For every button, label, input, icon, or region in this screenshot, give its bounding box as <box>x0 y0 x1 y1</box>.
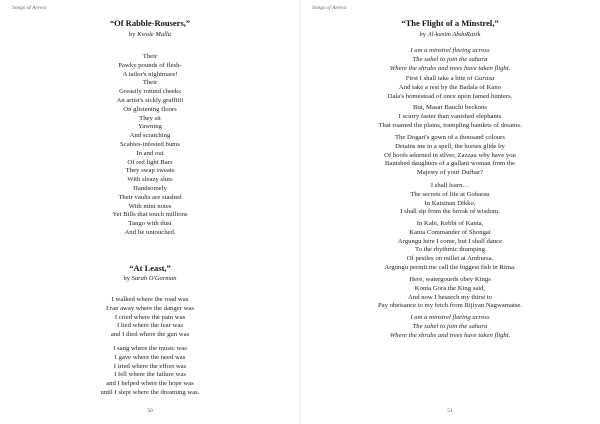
poem-line <box>300 84 600 93</box>
poem-line: and I helped where the hope was <box>106 380 194 388</box>
poem-line: Yet Bills that touch millions <box>112 211 188 219</box>
poem-line: Yawning <box>138 123 162 131</box>
poem-line: I tried where the effort was <box>113 362 187 370</box>
poem-line: They sit <box>139 114 161 122</box>
poem-line: On glistening floors <box>123 105 177 113</box>
poem-line: and I died where the gun was <box>110 331 190 339</box>
page-number: 51 <box>447 408 453 414</box>
poem-line: I fell where the failure was <box>114 371 186 379</box>
poem-stanza <box>300 276 600 311</box>
poem-title: “At Least,” <box>129 263 171 273</box>
poem-line: Kanta Commander of Shongai <box>409 228 491 236</box>
poem-line: I cried where the pain was <box>114 313 186 321</box>
poem-line: But, Masar Bauchi beckons <box>413 104 487 111</box>
poem-line: Of hoofs adorned in silver, Zazzau why have you <box>384 151 516 159</box>
poem-stanza <box>300 104 600 130</box>
poem-line: I lied where the fear was <box>117 322 183 330</box>
poem-line: The sahel to join the sahara <box>412 322 488 330</box>
poem-line: Detains me in a spell, the horses glide by <box>395 142 505 150</box>
poem-author: Sarah O'Gorman <box>131 275 177 282</box>
poem-line: Where the shrubs and trees have taken flight. <box>389 331 511 339</box>
poem-line: Pay obeisance to my fetch from Rijiyan Nagwamatse. <box>377 302 523 310</box>
poem-line: I scurry faster than vanished elephants <box>398 112 502 120</box>
poem-stanza <box>300 134 600 178</box>
poem-line-text: First I shall take a bite of <box>405 75 475 82</box>
poem-line: And scratching <box>129 132 171 140</box>
poem-line-text: And take a rest by the Badala of Kano <box>398 83 502 91</box>
poem-line: The Dogari's gown of a thousand colours <box>394 134 506 141</box>
poem-line: I gave where the need was <box>114 353 186 361</box>
poem-line: In and out <box>136 149 164 157</box>
poem-line: That roamed the plains, trampling hamlets of dreams. <box>378 121 522 129</box>
poem-line: I ran away where the danger was <box>105 304 194 312</box>
poem-line: In Katsinan Dikko, <box>424 199 476 207</box>
poem-line: Of red light Bars <box>127 158 173 166</box>
poem-byline <box>0 275 300 282</box>
poem-line: Of pestles on millet at Ambursa. <box>406 255 494 263</box>
poem-line: To the rhythmic thumping <box>415 246 485 254</box>
poem-line-text: Dala's homestead of once upon famed hunters. <box>387 92 513 100</box>
poem-line: Konta Gora the King said, <box>414 284 486 292</box>
poem-line: In Kabi, Kebbi of Kanta, <box>416 220 484 227</box>
poem-stanza <box>300 75 600 101</box>
poem-line: Their vaults are stashed <box>118 193 182 201</box>
poem-line <box>300 75 600 84</box>
poem-stanza <box>0 296 300 340</box>
running-head: Songs of Arewa <box>12 5 47 11</box>
poem-line: I shall learn… <box>430 182 470 189</box>
poem-line: Argungu here I come, but I shall dance <box>397 237 503 245</box>
poem-line: And lie untouched. <box>124 228 176 236</box>
poem-line: I sang where the music was <box>113 345 187 352</box>
poem-line: And now I beseech my thirst to <box>408 293 492 301</box>
poem-line: Majesty of your Durbar? <box>416 169 484 177</box>
poem-line: Pawky pounds of flesh- <box>118 61 182 69</box>
byline-by: by <box>123 275 130 282</box>
right-page <box>300 0 600 424</box>
poem-line: until I slept where the dreaming was. <box>100 388 200 396</box>
byline-by: by <box>129 31 136 38</box>
poem-line: Banished daughters of a gallant woman from the <box>384 160 516 168</box>
poem-line: The secrets of life at Gobarau <box>410 190 490 198</box>
poem-line: Their <box>142 53 158 60</box>
poem-author: Kwole Mallu <box>137 31 171 38</box>
poem-line <box>300 93 600 102</box>
poem-refrain <box>300 314 600 340</box>
poem-line: Handsomely <box>133 184 167 192</box>
poem-line: The sahel to join the sahara <box>412 55 488 63</box>
poem-line: Greasily rotund cheeks <box>119 88 181 96</box>
poem-line: I shall sip from the brook of wisdom. <box>400 208 500 216</box>
poem-stanza <box>0 53 300 238</box>
poem-line: Their <box>142 79 158 87</box>
poem-author: Al-kasim AbduRazik <box>427 31 481 38</box>
running-head: Songs of Arewa <box>312 5 347 11</box>
poem-line: An artist's sickly graffiti! <box>116 96 184 104</box>
poem-byline <box>0 31 300 38</box>
page-number: 50 <box>147 408 153 414</box>
poem-line: With mint notes <box>128 202 172 210</box>
poem-title: “The Flight of a Minstrel,” <box>401 18 499 28</box>
poem-line: Where the shrubs and trees have taken flight. <box>389 64 511 72</box>
poem-title: “Of Rabble-Rousers,” <box>109 18 191 28</box>
poem-stanza <box>300 182 600 217</box>
poem-stanza <box>300 220 600 273</box>
poem-line: With sleazy sluts <box>127 176 173 184</box>
poem-stanza <box>0 345 300 398</box>
poem-line: Scabies-infested bums <box>120 140 180 148</box>
poem-line: They swap sweats <box>125 167 175 175</box>
poem-byline <box>300 31 600 38</box>
poem-line: I walked where the road was <box>111 296 189 303</box>
poem-line: A tailor's nightmare! <box>122 70 178 78</box>
poem-line: Argungu permit me call the biggest fish in Rima. <box>384 263 516 271</box>
poem-line-italic-word: Gurasa <box>474 75 495 82</box>
poem-line: Here, watergourds obey Kings <box>409 276 491 283</box>
poem-refrain <box>300 47 600 73</box>
byline-by: by <box>419 31 427 38</box>
poem-line: I am a minstrel fleeing across <box>410 314 490 321</box>
poem-line: I am a minstrel fleeing across <box>410 47 490 54</box>
poem-line: Tango with dust <box>128 220 172 228</box>
